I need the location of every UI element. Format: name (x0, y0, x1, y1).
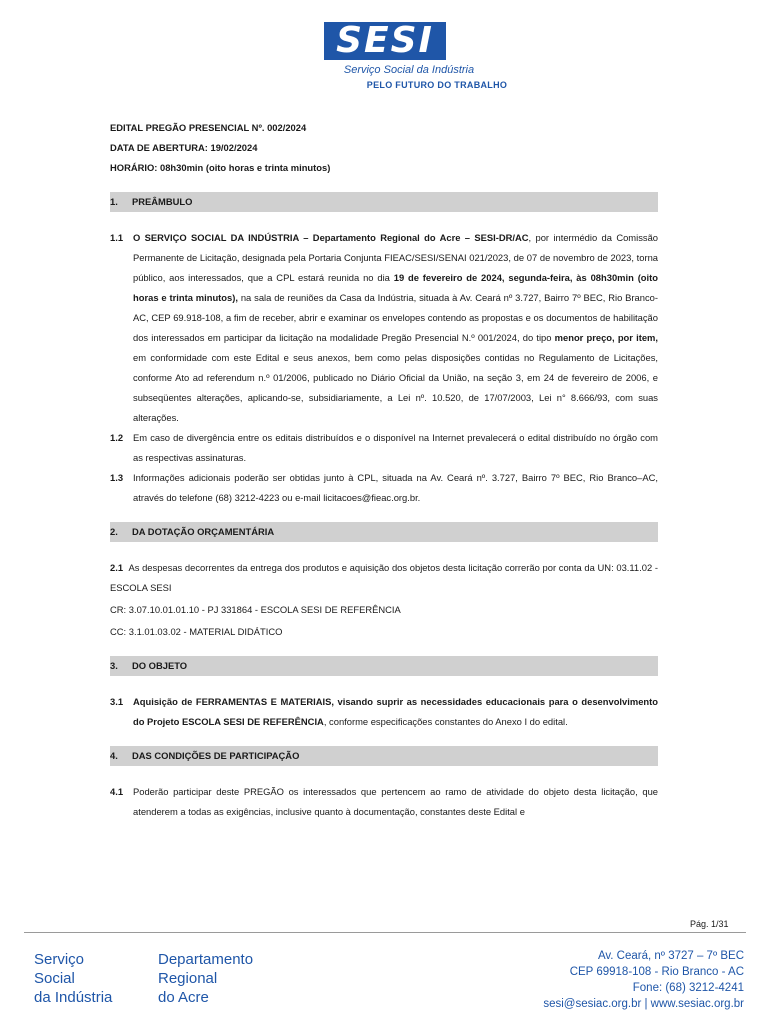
section-4-header (110, 746, 658, 766)
section-2-header (110, 522, 658, 542)
footer-phone: Fone: (68) 3212-4241 (632, 982, 744, 994)
paragraph-1-1 (110, 228, 658, 428)
paragraph-text: Poderão participar deste PREGÃO os interessados que pertencem ao ramo de atividade do objeto desta licitação, que atenderem a todas as exigências, inclusive quanto à documentação, constantes deste Edital e (133, 786, 658, 817)
cost-center-cr: CR: 3.07.10.01.01.10 - PJ 331864 - ESCOLA SESI DE REFERÊNCIA (110, 604, 401, 615)
logo-tagline: PELO FUTURO DO TRABALHO (366, 80, 508, 90)
opening-time: HORÁRIO: 08h30min (oito horas e trinta minutos) (110, 162, 331, 173)
meeting-date: 19 de fevereiro de 2024, segunda-feira, às 08h30min (oito horas e trinta minutos), (133, 272, 658, 303)
paragraph-2-1 (110, 558, 658, 598)
paragraph-number: 1.1 (110, 232, 124, 243)
object-description: Aquisição de FERRAMENTAS E MATERIAIS, visando suprir as necessidades educacionais para o desenvolvimento do Projeto ESCOLA SESI DE REFERÊNCIA (133, 696, 658, 727)
footer-address: Av. Ceará, nº 3727 – 7º BEC (597, 950, 744, 962)
paragraph-1-3 (110, 468, 658, 508)
paragraph-number: 1.3 (110, 472, 124, 483)
footer-line: do Acre (158, 989, 209, 1006)
section-title: DAS CONDIÇÕES DE PARTICIPAÇÃO (132, 750, 300, 761)
paragraph-text: , conforme especificações constantes do Anexo I do edital. (323, 716, 568, 727)
section-3-header (110, 656, 658, 676)
sesi-logo (0, 22, 770, 90)
footer-line: Regional (158, 970, 218, 987)
section-title: PREÂMBULO (132, 196, 193, 207)
logo-brand: SESI (324, 22, 446, 60)
document-body (110, 118, 658, 822)
footer-line: Serviço (34, 951, 85, 968)
org-name: O SERVIÇO SOCIAL DA INDÚSTRIA – Departamento Regional do Acre – SESI-DR/AC (133, 232, 529, 243)
edital-title: EDITAL PREGÃO PRESENCIAL Nº. 002/2024 (110, 122, 307, 133)
paragraph-number: 4.1 (110, 786, 124, 797)
paragraph-text: , por intermédio da Comissão Permanente de Licitação, designada pela Portaria Conjunta FIEAC/SESI/SENAI 021/2023, de 07 de novembro de 2023, torna público, aos interessados, que a CPL estará reunida no dia (133, 232, 659, 283)
paragraph-4-1 (110, 782, 658, 822)
paragraph-text: Informações adicionais poderão ser obtidas junto à CPL, situada na Av. Ceará nº. 3.727, Bairro 7º BEC, Rio Branco–AC, através do telefone (68) 3212-4223 ou e-mail licitacoes@fieac.org.br. (133, 472, 658, 503)
logo-subtitle: Serviço Social da Indústria (343, 64, 475, 76)
footer-divider (24, 932, 746, 933)
paragraph-text: na sala de reuniões da Casa da Indústria, situada à Av. Ceará nº 3.727, Bairro 7º BEC, Rio Branco-AC, CEP 69.918-108, a fim de receber, abrir e examinar os envelopes contendo as propostas e os documentos de habilitação dos interessados em participar da licitação na modalidade Pregão Presencial N.º 001/2024, do tipo (133, 292, 658, 343)
footer-sesi-name (34, 950, 112, 1007)
paragraph-number: 2.1 (110, 562, 124, 573)
bid-type: menor preço, por item, (554, 332, 658, 343)
footer-contact (543, 948, 744, 1012)
paragraph-3-1 (110, 692, 658, 732)
footer-line: da Indústria (34, 989, 113, 1006)
section-number: 2. (110, 526, 118, 537)
opening-date: DATA DE ABERTURA: 19/02/2024 (110, 142, 258, 153)
section-1-header (110, 192, 658, 212)
footer-department (158, 950, 253, 1007)
section-number: 1. (110, 196, 118, 207)
footer-line: Social (34, 970, 75, 987)
page-number: Pág. 1/31 (690, 919, 729, 929)
footer-line: Departamento (158, 951, 254, 968)
paragraph-number: 1.2 (110, 432, 124, 443)
cost-center-cc: CC: 3.1.01.03.02 - MATERIAL DIDÁTICO (110, 626, 283, 637)
paragraph-text: As despesas decorrentes da entrega dos produtos e aquisição dos objetos desta licitação correrão por conta da UN: 03.11.02 - ESCOLA SESI (110, 562, 658, 593)
paragraph-1-2 (110, 428, 658, 468)
section-number: 4. (110, 750, 118, 761)
paragraph-text: Em caso de divergência entre os editais distribuídos e o disponível na Internet prevalecerá o edital distribuído no órgão com as respectivas assinaturas. (133, 432, 658, 463)
section-number: 3. (110, 660, 118, 671)
footer-email-web: sesi@sesiac.org.br | www.sesiac.org.br (543, 998, 744, 1010)
footer-cep: CEP 69918-108 - Rio Branco - AC (569, 966, 744, 978)
paragraph-number: 3.1 (110, 696, 124, 707)
paragraph-text: em conformidade com este Edital e seus anexos, bem como pelas disposições contidas no Regulamento de Licitações, conforme Ato ad referendum n.º 01/2006, publicado no Diário Oficial da União, na seção 3, em 24 de fevereiro de 2006, e subseqüentes alterações, aplicando-se, subsidiariamente, a Lei nº. 10.520, de 17/07/2003, Lei n° 8.666/93, com suas alterações. (133, 352, 658, 423)
section-title: DO OBJETO (132, 660, 188, 671)
section-title: DA DOTAÇÃO ORÇAMENTÁRIA (132, 526, 275, 537)
